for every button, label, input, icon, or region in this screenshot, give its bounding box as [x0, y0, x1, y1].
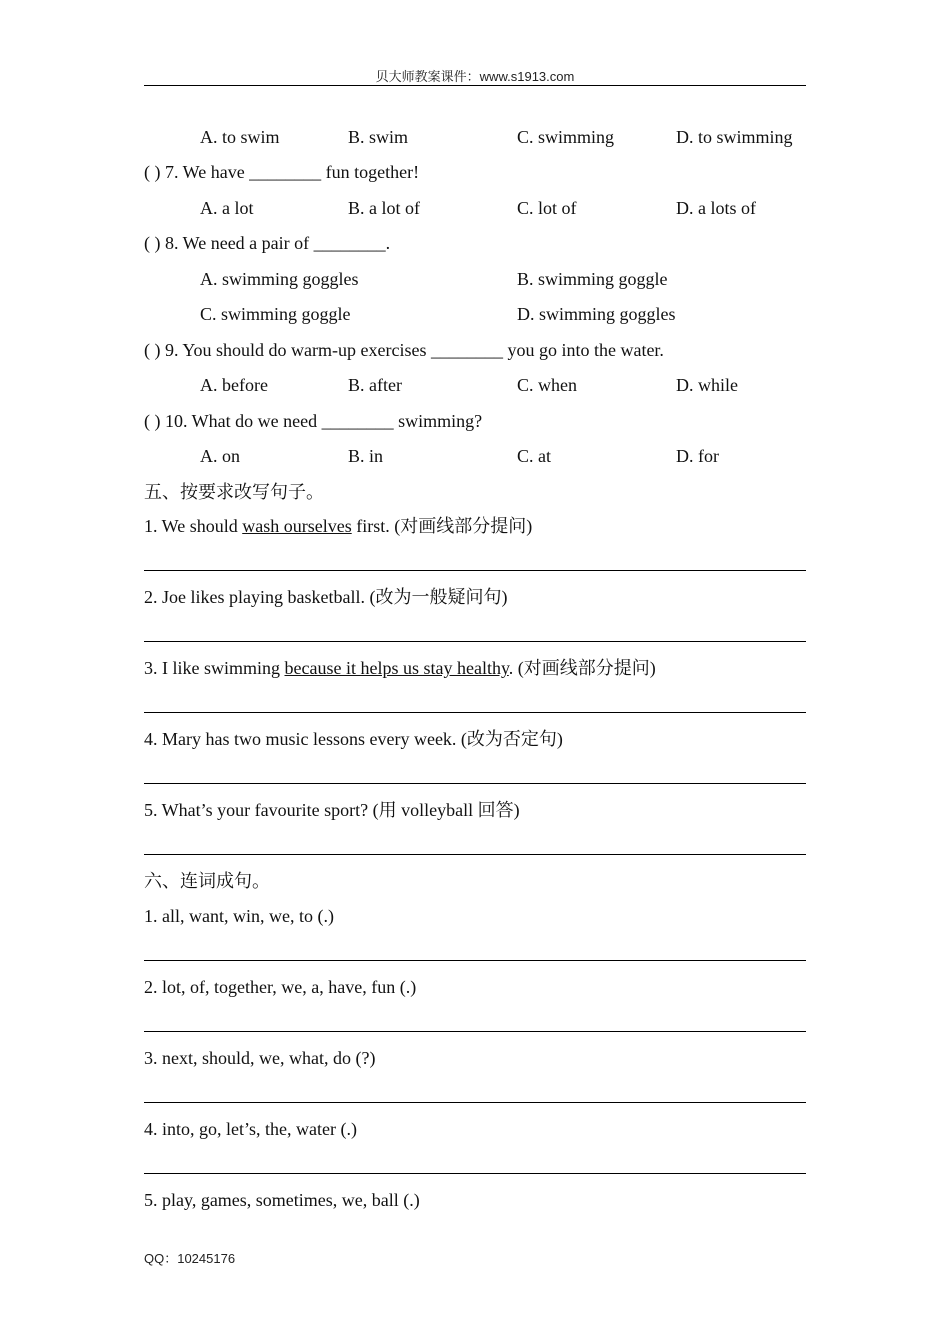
q9-option-d: D. while: [676, 375, 738, 395]
q10-option-b: B. in: [348, 446, 384, 466]
q6-option-d: D. to swimming: [676, 127, 793, 147]
q9-stem: ( ) 9. You should do warm-up exercises ________ you go into the water.: [144, 340, 664, 360]
q10-stem: ( ) 10. What do we need ________ swimming?: [144, 411, 483, 431]
q9-option-b: B. after: [348, 375, 402, 395]
answer-line: [144, 854, 806, 855]
section6-item-3: 3. next, should, we, what, do (?): [144, 1048, 376, 1068]
section5-item-3: [144, 658, 656, 678]
page-footer: QQ：10245176: [144, 1251, 236, 1266]
section6-item-4: 4. into, go, let’s, the, water (.): [144, 1119, 357, 1139]
section6-item-2: 2. lot, of, together, we, a, have, fun (.): [144, 977, 417, 997]
answer-line: [144, 712, 806, 713]
answer-line: [144, 1173, 806, 1174]
section6-item-1: 1. all, want, win, we, to (.): [144, 906, 334, 926]
section5-item-3-pre: 3. I like swimming: [144, 658, 285, 678]
section5-item-1-pre: 1. We should: [144, 516, 243, 536]
q6-option-a: A. to swim: [200, 127, 280, 147]
q8-stem: ( ) 8. We need a pair of ________.: [144, 233, 391, 253]
section5-item-1: [144, 516, 532, 536]
section5-title: 五、按要求改写句子。: [144, 482, 324, 502]
section5-item-4: 4. Mary has two music lessons every week. (改为否定句): [144, 729, 563, 749]
q7-option-c: C. lot of: [517, 198, 577, 218]
section5-item-3-underlined: because it helps us stay healthy: [284, 658, 509, 678]
answer-line: [144, 641, 806, 642]
answer-line: [144, 960, 806, 961]
answer-line: [144, 783, 806, 784]
q7-option-a: A. a lot: [200, 198, 254, 218]
answer-line: [144, 1031, 806, 1032]
q8-option-b: B. swimming goggle: [517, 269, 668, 289]
q10-option-a: A. on: [200, 446, 240, 466]
q6-option-c: C. swimming: [517, 127, 615, 147]
q9-option-a: A. before: [200, 375, 268, 395]
q7-option-d: D. a lots of: [676, 198, 756, 218]
q9-option-c: C. when: [517, 375, 577, 395]
section5-item-1-post: first. (对画线部分提问): [351, 516, 533, 536]
page-header: 贝大师教案课件：www.s1913.com: [375, 69, 575, 84]
q8-option-c: C. swimming goggle: [200, 304, 351, 324]
q8-option-a: A. swimming goggles: [200, 269, 359, 289]
q10-option-c: C. at: [517, 446, 551, 466]
q8-option-d: D. swimming goggles: [517, 304, 676, 324]
section6-item-5: 5. play, games, sometimes, we, ball (.): [144, 1190, 420, 1210]
q7-option-b: B. a lot of: [348, 198, 420, 218]
q7-stem: ( ) 7. We have ________ fun together!: [144, 162, 420, 182]
answer-line: [144, 1102, 806, 1103]
section5-item-5: 5. What’s your favourite sport? (用 volleyball 回答): [144, 800, 520, 820]
section5-item-2: 2. Joe likes playing basketball. (改为一般疑问句): [144, 587, 508, 607]
q10-option-d: D. for: [676, 446, 719, 466]
section5-item-1-underlined: wash ourselves: [242, 516, 352, 536]
q6-option-b: B. swim: [348, 127, 409, 147]
header-rule: [144, 85, 806, 86]
answer-line: [144, 570, 806, 571]
section6-title: 六、连词成句。: [144, 871, 270, 891]
section5-item-3-post: . (对画线部分提问): [508, 658, 656, 678]
